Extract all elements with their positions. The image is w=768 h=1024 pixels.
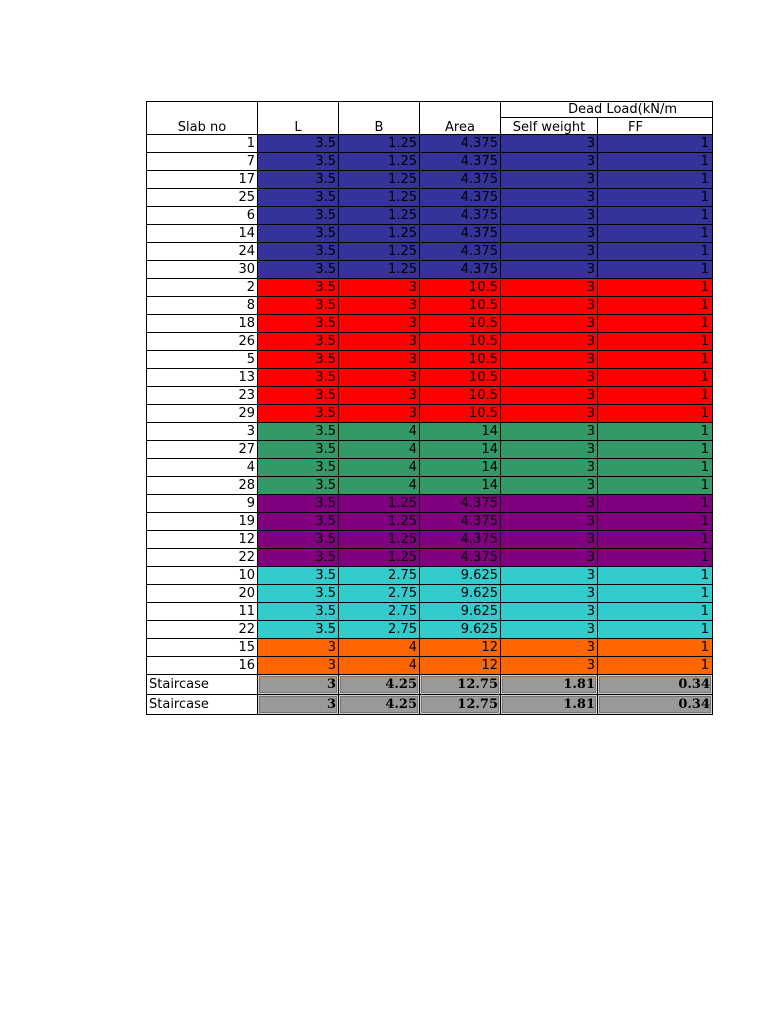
cell-self-weight[interactable]: 3 xyxy=(501,171,598,189)
cell-ff[interactable]: 1 xyxy=(598,351,713,369)
cell-ff[interactable]: 1 xyxy=(598,495,713,513)
cell-l[interactable]: 3.5 xyxy=(258,567,339,585)
cell-self-weight[interactable]: 3 xyxy=(501,423,598,441)
cell-b[interactable]: 3 xyxy=(339,279,420,297)
table-row xyxy=(147,531,713,549)
table-row xyxy=(147,153,713,171)
cell-slab-no[interactable]: 4 xyxy=(147,459,258,477)
cell-l[interactable]: 3.5 xyxy=(258,549,339,567)
cell-slab-no[interactable]: 5 xyxy=(147,351,258,369)
table-row xyxy=(147,315,713,333)
cell-self-weight[interactable]: 3 xyxy=(501,657,598,675)
cell-ff[interactable]: 0.34 xyxy=(598,675,713,695)
cell-b[interactable]: 4.25 xyxy=(339,675,420,695)
cell-b[interactable]: 1.25 xyxy=(339,135,420,153)
cell-b[interactable]: 4 xyxy=(339,639,420,657)
cell-slab-no[interactable]: 2 xyxy=(147,279,258,297)
cell-slab-no[interactable]: 12 xyxy=(147,531,258,549)
cell-self-weight[interactable]: 3 xyxy=(501,603,598,621)
cell-b[interactable]: 4 xyxy=(339,477,420,495)
cell-l[interactable]: 3.5 xyxy=(258,189,339,207)
cell-self-weight[interactable]: 3 xyxy=(501,459,598,477)
cell-l[interactable]: 3.5 xyxy=(258,243,339,261)
cell-self-weight[interactable]: 3 xyxy=(501,441,598,459)
cell-ff[interactable]: 1 xyxy=(598,387,713,405)
cell-b[interactable]: 4 xyxy=(339,657,420,675)
cell-slab-no[interactable]: 3 xyxy=(147,423,258,441)
cell-slab-no[interactable]: 22 xyxy=(147,549,258,567)
staircase-row xyxy=(147,675,713,695)
cell-area[interactable]: 4.375 xyxy=(420,189,501,207)
cell-area[interactable]: 4.375 xyxy=(420,549,501,567)
cell-l[interactable]: 3.5 xyxy=(258,603,339,621)
cell-l[interactable]: 3.5 xyxy=(258,495,339,513)
cell-slab-no[interactable]: 18 xyxy=(147,315,258,333)
staircase-row xyxy=(147,695,713,715)
table-row xyxy=(147,387,713,405)
cell-area[interactable]: 4.375 xyxy=(420,243,501,261)
cell-self-weight[interactable]: 3 xyxy=(501,333,598,351)
cell-l[interactable]: 3.5 xyxy=(258,423,339,441)
cell-ff[interactable]: 1 xyxy=(598,171,713,189)
cell-self-weight[interactable]: 3 xyxy=(501,531,598,549)
cell-b[interactable]: 3 xyxy=(339,387,420,405)
cell-ff[interactable]: 1 xyxy=(598,207,713,225)
cell-b[interactable]: 4.25 xyxy=(339,695,420,715)
cell-self-weight[interactable]: 3 xyxy=(501,513,598,531)
cell-slab-no[interactable]: 15 xyxy=(147,639,258,657)
cell-self-weight[interactable]: 1.81 xyxy=(501,695,598,715)
header-self-weight: Self weight xyxy=(501,118,598,135)
cell-ff[interactable]: 1 xyxy=(598,657,713,675)
cell-self-weight[interactable]: 3 xyxy=(501,315,598,333)
cell-slab-no[interactable]: 9 xyxy=(147,495,258,513)
cell-ff[interactable]: 1 xyxy=(598,405,713,423)
cell-slab-no[interactable]: 28 xyxy=(147,477,258,495)
cell-ff[interactable]: 1 xyxy=(598,459,713,477)
table-row xyxy=(147,261,713,279)
cell-staircase-label[interactable]: Staircase xyxy=(147,675,258,695)
cell-l[interactable]: 3.5 xyxy=(258,315,339,333)
cell-area[interactable]: 14 xyxy=(420,459,501,477)
cell-area[interactable]: 10.5 xyxy=(420,369,501,387)
cell-self-weight[interactable]: 3 xyxy=(501,495,598,513)
cell-l[interactable]: 3.5 xyxy=(258,477,339,495)
cell-area[interactable]: 12 xyxy=(420,639,501,657)
cell-self-weight[interactable]: 3 xyxy=(501,387,598,405)
cell-b[interactable]: 3 xyxy=(339,369,420,387)
cell-ff[interactable]: 1 xyxy=(598,297,713,315)
cell-area[interactable]: 9.625 xyxy=(420,603,501,621)
table-row xyxy=(147,225,713,243)
cell-slab-no[interactable]: 1 xyxy=(147,135,258,153)
cell-area[interactable]: 12 xyxy=(420,657,501,675)
cell-b[interactable]: 1.25 xyxy=(339,189,420,207)
cell-slab-no[interactable]: 6 xyxy=(147,207,258,225)
cell-ff[interactable]: 0.34 xyxy=(598,695,713,715)
cell-b[interactable]: 4 xyxy=(339,441,420,459)
cell-slab-no[interactable]: 25 xyxy=(147,189,258,207)
table-row xyxy=(147,423,713,441)
cell-slab-no[interactable]: 29 xyxy=(147,405,258,423)
table-row xyxy=(147,405,713,423)
cell-self-weight[interactable]: 3 xyxy=(501,279,598,297)
header-dead-load xyxy=(501,102,713,118)
cell-b[interactable]: 4 xyxy=(339,459,420,477)
table-row xyxy=(147,333,713,351)
cell-area[interactable]: 10.5 xyxy=(420,405,501,423)
cell-ff[interactable]: 1 xyxy=(598,531,713,549)
cell-self-weight[interactable]: 3 xyxy=(501,477,598,495)
table-row xyxy=(147,207,713,225)
cell-b[interactable]: 2.75 xyxy=(339,603,420,621)
cell-slab-no[interactable]: 11 xyxy=(147,603,258,621)
cell-staircase-label[interactable]: Staircase xyxy=(147,695,258,715)
cell-self-weight[interactable]: 3 xyxy=(501,621,598,639)
header-row-1 xyxy=(147,102,713,118)
table-row xyxy=(147,279,713,297)
cell-area[interactable]: 4.375 xyxy=(420,135,501,153)
cell-self-weight[interactable]: 3 xyxy=(501,225,598,243)
cell-slab-no[interactable]: 20 xyxy=(147,585,258,603)
table-row xyxy=(147,297,713,315)
cell-b[interactable]: 3 xyxy=(339,351,420,369)
cell-area[interactable]: 4.375 xyxy=(420,225,501,243)
cell-ff[interactable]: 1 xyxy=(598,243,713,261)
cell-b[interactable]: 1.25 xyxy=(339,225,420,243)
cell-slab-no[interactable]: 27 xyxy=(147,441,258,459)
cell-slab-no[interactable]: 7 xyxy=(147,153,258,171)
cell-area[interactable]: 10.5 xyxy=(420,387,501,405)
cell-l[interactable]: 3.5 xyxy=(258,459,339,477)
table-row xyxy=(147,459,713,477)
table-row xyxy=(147,135,713,153)
cell-self-weight[interactable]: 3 xyxy=(501,243,598,261)
cell-self-weight[interactable]: 1.81 xyxy=(501,675,598,695)
cell-b[interactable]: 1.25 xyxy=(339,153,420,171)
table-row xyxy=(147,513,713,531)
cell-b[interactable]: 1.25 xyxy=(339,207,420,225)
header-b: B xyxy=(339,102,420,135)
cell-ff[interactable]: 1 xyxy=(598,423,713,441)
cell-l[interactable]: 3.5 xyxy=(258,369,339,387)
cell-ff[interactable]: 1 xyxy=(598,513,713,531)
cell-area[interactable]: 4.375 xyxy=(420,261,501,279)
cell-area[interactable]: 9.625 xyxy=(420,585,501,603)
cell-ff[interactable]: 1 xyxy=(598,441,713,459)
cell-area[interactable]: 12.75 xyxy=(420,675,501,695)
table-row xyxy=(147,621,713,639)
cell-ff[interactable]: 1 xyxy=(598,261,713,279)
header-dead-load-text: Dead Load(kN/m xyxy=(568,102,677,117)
cell-ff[interactable]: 1 xyxy=(598,315,713,333)
cell-ff[interactable]: 1 xyxy=(598,135,713,153)
table-row xyxy=(147,585,713,603)
header-slab-no: Slab no xyxy=(147,102,258,135)
cell-self-weight[interactable]: 3 xyxy=(501,261,598,279)
cell-ff[interactable]: 1 xyxy=(598,603,713,621)
cell-ff[interactable]: 1 xyxy=(598,639,713,657)
cell-l[interactable]: 3.5 xyxy=(258,351,339,369)
cell-ff[interactable]: 1 xyxy=(598,549,713,567)
cell-l[interactable]: 3.5 xyxy=(258,297,339,315)
cell-l[interactable]: 3.5 xyxy=(258,171,339,189)
cell-l[interactable]: 3.5 xyxy=(258,513,339,531)
table-row xyxy=(147,189,713,207)
cell-self-weight[interactable]: 3 xyxy=(501,567,598,585)
cell-ff[interactable]: 1 xyxy=(598,621,713,639)
spreadsheet-region xyxy=(146,101,710,727)
cell-self-weight[interactable]: 3 xyxy=(501,189,598,207)
cell-l[interactable]: 3 xyxy=(258,657,339,675)
cell-ff[interactable]: 1 xyxy=(598,567,713,585)
cell-b[interactable]: 2.75 xyxy=(339,567,420,585)
header-area: Area xyxy=(420,102,501,135)
cell-area[interactable]: 4.375 xyxy=(420,207,501,225)
cell-slab-no[interactable]: 26 xyxy=(147,333,258,351)
cell-area[interactable]: 9.625 xyxy=(420,567,501,585)
cell-b[interactable]: 3 xyxy=(339,333,420,351)
table-row xyxy=(147,639,713,657)
table-row xyxy=(147,171,713,189)
cell-ff[interactable]: 1 xyxy=(598,333,713,351)
cell-self-weight[interactable]: 3 xyxy=(501,153,598,171)
cell-l[interactable]: 3.5 xyxy=(258,531,339,549)
table-row xyxy=(147,243,713,261)
table-row xyxy=(147,351,713,369)
cell-slab-no[interactable]: 22 xyxy=(147,621,258,639)
cell-b[interactable]: 1.25 xyxy=(339,243,420,261)
header-ff xyxy=(598,118,713,135)
cell-l[interactable]: 3.5 xyxy=(258,387,339,405)
cell-area[interactable]: 4.375 xyxy=(420,531,501,549)
cell-self-weight[interactable]: 3 xyxy=(501,207,598,225)
table-row xyxy=(147,549,713,567)
slab-load-table xyxy=(146,101,713,715)
cell-b[interactable]: 1.25 xyxy=(339,171,420,189)
cell-l[interactable]: 3.5 xyxy=(258,261,339,279)
cell-slab-no[interactable]: 16 xyxy=(147,657,258,675)
cell-area[interactable]: 10.5 xyxy=(420,333,501,351)
cell-area[interactable]: 10.5 xyxy=(420,315,501,333)
cell-area[interactable]: 4.375 xyxy=(420,513,501,531)
table-row xyxy=(147,495,713,513)
header-l: L xyxy=(258,102,339,135)
cell-l[interactable]: 3.5 xyxy=(258,225,339,243)
cell-ff[interactable]: 1 xyxy=(598,369,713,387)
cell-self-weight[interactable]: 3 xyxy=(501,135,598,153)
cell-self-weight[interactable]: 3 xyxy=(501,405,598,423)
cell-self-weight[interactable]: 3 xyxy=(501,369,598,387)
cell-slab-no[interactable]: 24 xyxy=(147,243,258,261)
table-row xyxy=(147,567,713,585)
table-row xyxy=(147,477,713,495)
cell-area[interactable]: 12.75 xyxy=(420,695,501,715)
cell-b[interactable]: 1.25 xyxy=(339,531,420,549)
cell-l[interactable]: 3.5 xyxy=(258,135,339,153)
cell-slab-no[interactable]: 14 xyxy=(147,225,258,243)
cell-ff[interactable]: 1 xyxy=(598,279,713,297)
cell-l[interactable]: 3.5 xyxy=(258,441,339,459)
cell-self-weight[interactable]: 3 xyxy=(501,639,598,657)
cell-ff[interactable]: 1 xyxy=(598,585,713,603)
table-row xyxy=(147,441,713,459)
cell-slab-no[interactable]: 13 xyxy=(147,369,258,387)
cell-b[interactable]: 2.75 xyxy=(339,585,420,603)
cell-area[interactable]: 10.5 xyxy=(420,297,501,315)
cell-area[interactable]: 14 xyxy=(420,441,501,459)
cell-slab-no[interactable]: 30 xyxy=(147,261,258,279)
cell-b[interactable]: 1.25 xyxy=(339,261,420,279)
cell-l[interactable]: 3.5 xyxy=(258,621,339,639)
cell-slab-no[interactable]: 8 xyxy=(147,297,258,315)
cell-ff[interactable]: 1 xyxy=(598,153,713,171)
cell-l[interactable]: 3.5 xyxy=(258,279,339,297)
table-row xyxy=(147,657,713,675)
cell-ff[interactable]: 1 xyxy=(598,189,713,207)
cell-self-weight[interactable]: 3 xyxy=(501,351,598,369)
cell-b[interactable]: 2.75 xyxy=(339,621,420,639)
cell-b[interactable]: 1.25 xyxy=(339,495,420,513)
cell-b[interactable]: 1.25 xyxy=(339,549,420,567)
cell-area[interactable]: 4.375 xyxy=(420,171,501,189)
cell-self-weight[interactable]: 3 xyxy=(501,549,598,567)
cell-slab-no[interactable]: 19 xyxy=(147,513,258,531)
cell-b[interactable]: 4 xyxy=(339,423,420,441)
cell-area[interactable]: 10.5 xyxy=(420,279,501,297)
cell-l[interactable]: 3.5 xyxy=(258,207,339,225)
cell-area[interactable]: 4.375 xyxy=(420,153,501,171)
cell-self-weight[interactable]: 3 xyxy=(501,585,598,603)
table-row xyxy=(147,603,713,621)
cell-l[interactable]: 3.5 xyxy=(258,405,339,423)
cell-area[interactable]: 10.5 xyxy=(420,351,501,369)
cell-l[interactable]: 3.5 xyxy=(258,153,339,171)
cell-area[interactable]: 14 xyxy=(420,423,501,441)
cell-area[interactable]: 9.625 xyxy=(420,621,501,639)
cell-slab-no[interactable]: 10 xyxy=(147,567,258,585)
cell-area[interactable]: 4.375 xyxy=(420,495,501,513)
cell-b[interactable]: 1.25 xyxy=(339,513,420,531)
cell-ff[interactable]: 1 xyxy=(598,477,713,495)
cell-self-weight[interactable]: 3 xyxy=(501,297,598,315)
cell-slab-no[interactable]: 23 xyxy=(147,387,258,405)
cell-area[interactable]: 14 xyxy=(420,477,501,495)
cell-slab-no[interactable]: 17 xyxy=(147,171,258,189)
header-ff-text: FF xyxy=(628,120,643,135)
cell-l[interactable]: 3.5 xyxy=(258,585,339,603)
table-row xyxy=(147,369,713,387)
cell-b[interactable]: 3 xyxy=(339,297,420,315)
cell-b[interactable]: 3 xyxy=(339,315,420,333)
cell-l[interactable]: 3 xyxy=(258,639,339,657)
cell-ff[interactable]: 1 xyxy=(598,225,713,243)
cell-l[interactable]: 3 xyxy=(258,695,339,715)
cell-l[interactable]: 3 xyxy=(258,675,339,695)
cell-l[interactable]: 3.5 xyxy=(258,333,339,351)
cell-b[interactable]: 3 xyxy=(339,405,420,423)
